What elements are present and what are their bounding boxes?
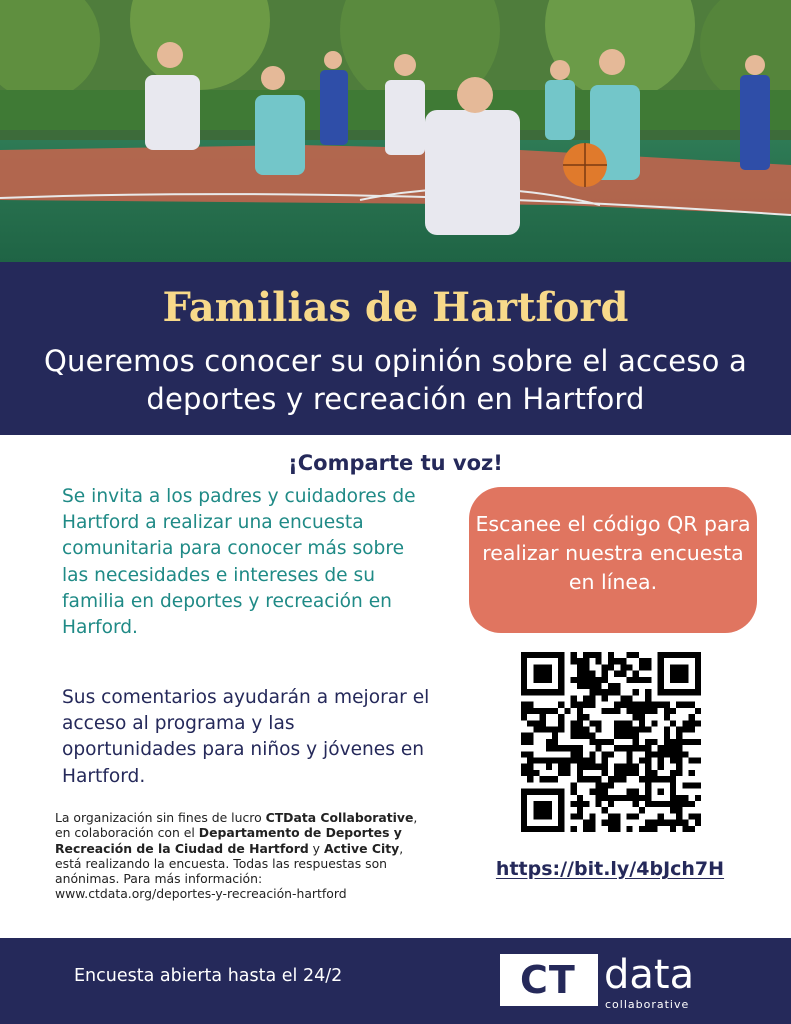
share-heading: ¡Comparte tu voz! xyxy=(288,451,503,475)
page-subtitle: Queremos conocer su opinión sobre el acceso a deportes y recreación en Hartford xyxy=(44,344,747,416)
fineprint-text-1: La organización sin fines de lucro xyxy=(55,810,266,825)
fineprint-department: Departamento de Deportes y Recreación de la Ciudad de Hartford xyxy=(55,825,402,856)
survey-deadline: Encuesta abierta hasta el 24/2 xyxy=(74,966,343,986)
hero-photo-basketball xyxy=(0,0,791,262)
footer-bar xyxy=(0,938,791,1024)
logo-data: data xyxy=(604,952,695,998)
fineprint-org: CTData Collaborative xyxy=(265,810,414,825)
impact-paragraph: Sus comentarios ayudarán a mejorar el acceso al programa y las oportunidades para niños y jóvenes en Hartford. xyxy=(62,687,430,787)
survey-link[interactable]: https://bit.ly/4bJch7H xyxy=(495,858,725,880)
logo-collaborative: collaborative xyxy=(605,998,690,1011)
fineprint-text-3: y xyxy=(308,840,324,856)
scan-qr-callout: Escanee el código QR para realizar nuestra encuesta en línea. xyxy=(469,487,757,633)
fineprint-text-2: , en colaboración con el xyxy=(55,810,418,841)
fineprint-partner: Active City xyxy=(323,840,400,856)
logo-ct: CT xyxy=(520,958,576,1002)
basketball-players-image xyxy=(0,0,791,262)
fineprint-text-4: , está realizando la encuesta. Todas las respuestas son anónimas. Para más información: www.ctdata.org/deportes-y-recreación-hartford xyxy=(55,840,404,902)
invite-paragraph: Se invita a los padres y cuidadores de Hartford a realizar una encuesta comunitaria para conocer más sobre las necesidades e intereses de su familia en deportes y recreación en Harford. xyxy=(62,486,416,639)
header-banner xyxy=(0,262,791,435)
ctdata-logo xyxy=(500,954,710,1014)
fineprint-paragraph xyxy=(55,810,425,902)
qr-code-icon[interactable] xyxy=(521,652,701,832)
page-title: Familias de Hartford xyxy=(162,284,629,331)
